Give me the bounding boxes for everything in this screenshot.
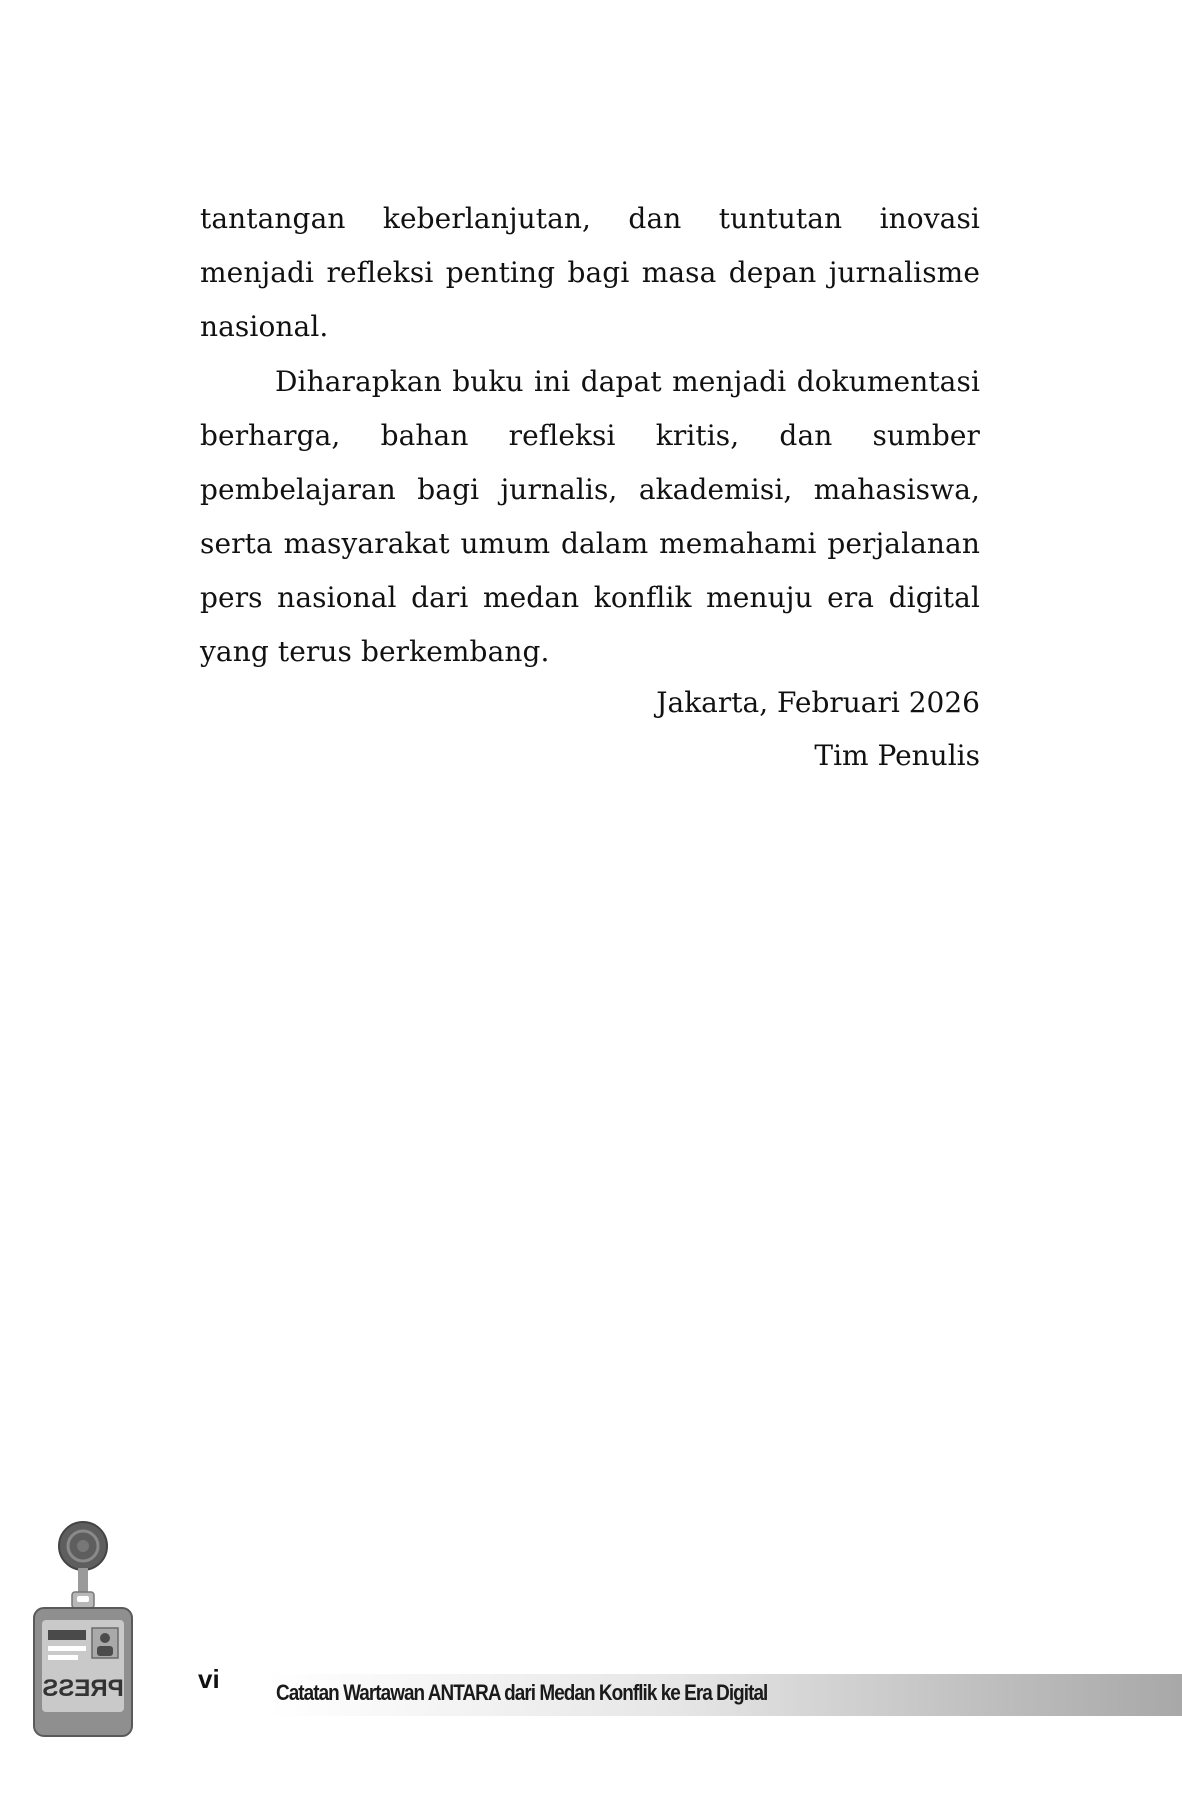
signoff-author: Tim Penulis [814, 739, 980, 772]
signoff [200, 676, 980, 782]
signoff-place-date: Jakarta, Februari 2026 [656, 686, 980, 719]
badge-press-label: PRESS [42, 1675, 124, 1702]
body-paragraph-2: Diharapkan buku ini dapat menjadi dokumentasi berharga, bahan refleksi kritis, dan sumber pembelajaran bagi jurnalis, akademisi, mahasiswa, serta masyarakat umum dalam memahami perjalanan pers nasional dari medan konflik menuju era digital yang terus berkembang. [200, 365, 980, 668]
footer-book-title: Catatan Wartawan ANTARA dari Medan Konflik ke Era Digital [276, 1680, 768, 1705]
body-paragraph-1: tantangan keberlanjutan, dan tuntutan inovasi menjadi refleksi penting bagi masa depan jurnalisme nasional. [200, 202, 980, 343]
press-badge-icon [28, 1520, 138, 1740]
page-number: vi [198, 1664, 220, 1694]
